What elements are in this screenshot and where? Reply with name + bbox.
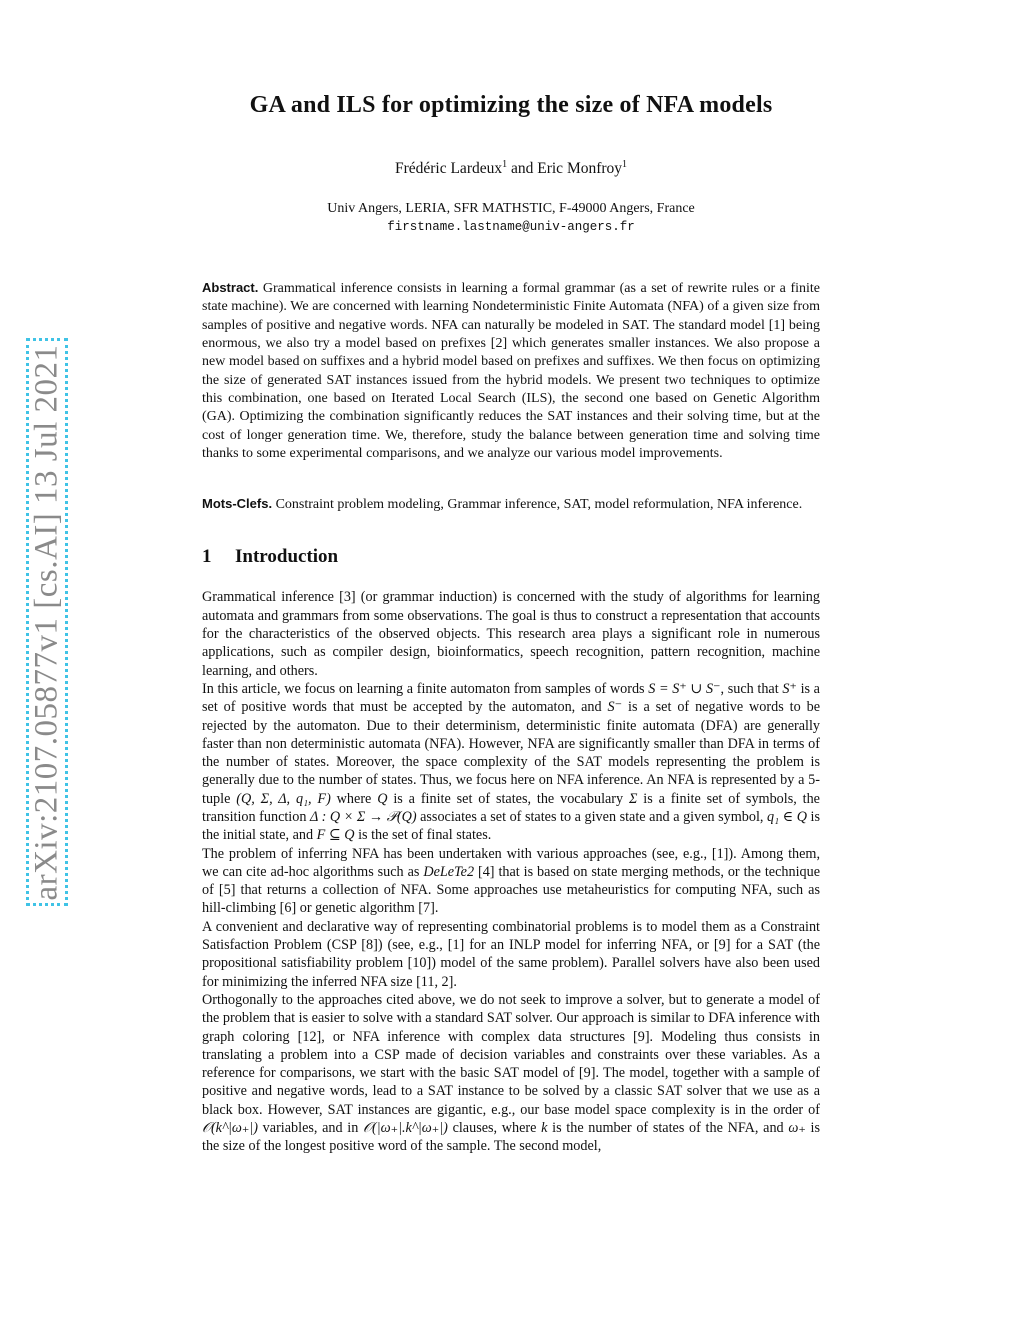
author-2: Eric Monfroy — [537, 160, 623, 178]
text-run: clauses, where — [447, 1120, 542, 1137]
text-run: The problem of inferring NFA has been undertaken with various approaches (see, e.g., [1]). Among them, we can cite ad-hoc algorithms such as — [202, 845, 820, 880]
math-inline: Q — [377, 790, 388, 807]
math-inline: S⁻ — [607, 699, 623, 716]
text-run: In this article, we focus on learning a finite automaton from samples of words — [202, 680, 649, 697]
text-run: is a set of positive words that must be accepted by the automaton, and — [202, 680, 820, 716]
section-title: Introduction — [235, 546, 339, 568]
text-run: where — [330, 790, 378, 807]
math-inline: S⁺ — [782, 680, 797, 697]
text-run: is the number of states of the NFA, and — [547, 1120, 789, 1137]
keywords-label: Mots-Clefs. — [202, 496, 273, 512]
math-inline: 𝒪(|ω₊|.k^|ω₊|) — [363, 1120, 448, 1137]
paper-title: GA and ILS for optimizing the size of NFA models — [249, 92, 773, 118]
math-inline: ω₊ — [788, 1120, 806, 1137]
keywords — [202, 495, 820, 514]
text-run: is a finite set of states, the vocabulary — [387, 790, 629, 807]
author-conjunction: and — [510, 160, 534, 178]
math-inline: (Q, Σ, Δ, q₁, F) — [236, 790, 331, 807]
author-1-affil-mark: 1 — [502, 159, 508, 170]
section-heading — [202, 546, 820, 568]
keywords-text: Constraint problem modeling, Grammar inference, SAT, model reformulation, NFA inference. — [275, 497, 803, 513]
abstract — [202, 279, 820, 463]
text-run: associates a set of states to a given state and a given symbol, — [416, 808, 768, 825]
algorithm-name: DeLeTe2 — [423, 863, 475, 880]
author-1: Frédéric Lardeux — [394, 160, 503, 178]
author-2-affil-mark: 1 — [622, 159, 628, 170]
text-run: variables, and in — [257, 1120, 364, 1137]
paragraph-4: A convenient and declarative way of representing combinatorial problems is to model them as a Constraint Satisfaction Problem (CSP [8]) (see, e.g., [1] for an INLP model for inferring NFA, or [9] for a SAT (the propositional satisfiability problem [10]) model of the same problem). Parallel solvers have also been used for minimizing the inferred NFA size [11, 2]. — [202, 918, 820, 990]
math-inline: 𝒪(k^|ω₊|) — [202, 1120, 258, 1137]
paragraph-5 — [202, 991, 820, 1156]
math-inline: S = S⁺ ∪ S⁻ — [648, 680, 721, 697]
math-inline: Δ : Q × Σ → 𝒫(Q) — [310, 808, 417, 825]
text-run: Orthogonally to the approaches cited above, we do not seek to improve a solver, but to generate a model of the problem that is easier to solve with a standard SAT solver. Our approach is similar to DFA inference with graph coloring [12], or NFA inference with complex data structures [9]. Modeling thus consists in translating a problem into a CSP made of decision variables and constraints over these variables. As a reference for comparisons, we start with the basic SAT model of [9]. The model, together with a sample of positive and negative words, lead to a SAT instance to be solved by a classic SAT solver that we use as a black box. However, SAT instances are gigantic, e.g., our base model space complexity is in the order of — [202, 991, 820, 1118]
author-line — [202, 159, 820, 178]
text-run: is the set of final states. — [354, 827, 492, 844]
section-number: 1 — [202, 546, 212, 568]
math-inline: Σ — [629, 790, 638, 807]
arxiv-side-stamp — [26, 338, 68, 906]
abstract-text: Grammatical inference consists in learning a formal grammar (as a set of rewrite rules or a finite state machine). We are concerned with learning Nondeterministic Finite Automata (NFA) of a given size from samples of positive and negative words. NFA can naturally be modeled in SAT. The standard model [1] being enormous, we also try a model based on prefixes [2] which generates smaller instances. We also propose a new model based on suffixes and a hybrid model based on prefixes and suffixes. We then focus on optimizing the size of generated SAT instances issued from the hybrid models. We present two techniques to optimize this combination, one based on Iterated Local Search (ILS), the second one based on Genetic Algorithm (GA). Optimizing the combination significantly reduces the SAT instances and their solving time, but at the cost of longer generation time. We, therefore, study the balance between generation time and solving time thanks to some experimental comparisons, and we analyze our various model improvements. — [202, 281, 820, 461]
text-run: is the initial state, and — [202, 808, 820, 844]
text-run: is the size of the longest positive word of the sample. The second model, — [202, 1120, 820, 1155]
affiliation: Univ Angers, LERIA, SFR MATHSTIC, F-49000 Angers, France — [327, 201, 695, 217]
arxiv-id-text: arXiv:2107.05877v1 [cs.AI] 13 Jul 2021 — [28, 343, 65, 901]
paragraph-2 — [202, 680, 820, 845]
text-run: , such that — [720, 680, 783, 697]
abstract-label: Abstract. — [202, 280, 259, 296]
paragraph-1: Grammatical inference [3] (or grammar induction) is concerned with the study of algorithms for learning automata and grammars from some observations. The goal is thus to construct a representation that accounts for the characteristics of the observed objects. This research area plays a significant role in numerous applications, such as compiler design, bioinformatics, speech recognition, pattern recognition, machine learning, and others. — [202, 589, 820, 679]
paragraph-3 — [202, 845, 820, 918]
math-inline: k — [541, 1120, 548, 1137]
math-inline: q₁ ∈ Q — [767, 808, 807, 825]
author-email: firstname.lastname@univ-angers.fr — [387, 220, 635, 235]
text-run: [4] that is based on state merging methods, or the technique of [5] that returns a collection of NFA. Some approaches use metaheuristics for computing NFA, such as hill-climbing [6] or genetic algorithm [7]. — [202, 863, 820, 917]
paper-page — [202, 92, 820, 1156]
math-inline: F ⊆ Q — [316, 827, 355, 844]
text-run: is a finite set of symbols, the transition function — [202, 790, 820, 825]
section-body — [202, 588, 820, 1155]
text-run: is a set of negative words to be rejected by the automaton. Due to their determinism, deterministic finite automata (DFA) are generally faster than non deterministic automata (NFA). However, NFA are significantly smaller than DFA in terms of the number of states. Moreover, the space complexity of the SAT models representing the problem is generally due to the number of states. Thus, we focus here on NFA inference. An NFA is represented by a 5-tuple — [202, 699, 821, 807]
